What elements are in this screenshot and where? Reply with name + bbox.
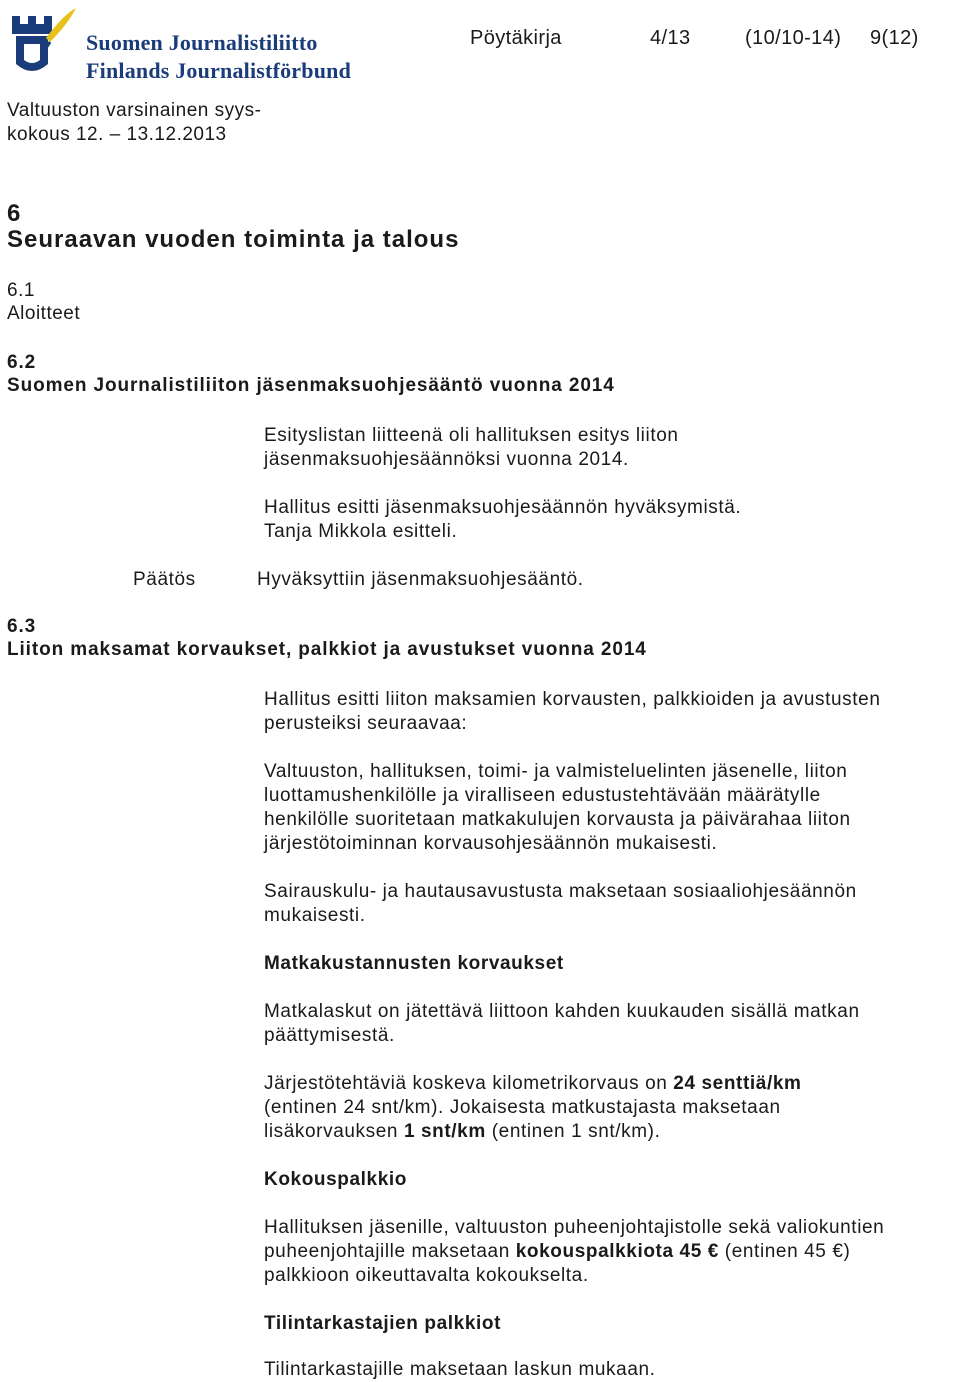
subsection-number: 6.1	[7, 280, 35, 301]
text-line: Esityslistan liitteenä oli hallituksen esitys liiton	[264, 425, 679, 446]
text-line: Hallituksen jäsenille, valtuuston puheenjohtajistolle sekä valiokuntien	[264, 1217, 885, 1238]
subheading: Matkakustannusten korvaukset	[264, 953, 564, 974]
text-line: järjestötoiminnan korvausohjesäännön mukaisesti.	[264, 833, 718, 854]
meeting-title-line: kokous 12. – 13.12.2013	[7, 124, 227, 145]
page-number: 9(12)	[870, 27, 919, 49]
subsection-number: 6.2	[7, 352, 37, 373]
subsection-title: Liiton maksamat korvaukset, palkkiot ja avustukset vuonna 2014	[7, 639, 647, 660]
text-line: Tanja Mikkola esitteli.	[264, 521, 458, 542]
subheading: Tilintarkastajien palkkiot	[264, 1313, 501, 1334]
text-line: Sairauskulu- ja hautausavustusta maksetaan sosiaaliohjesäännön	[264, 881, 857, 902]
decision-label: Päätös	[133, 569, 196, 590]
meeting-fee: kokouspalkkiota 45 €	[515, 1241, 719, 1262]
text-line: palkkioon oikeuttavalta kokoukselta.	[264, 1265, 589, 1286]
subsection-number: 6.3	[7, 616, 37, 637]
text-run: Järjestötehtäviä koskeva kilometrikorvaus on	[264, 1073, 674, 1094]
meeting-title-line: Valtuuston varsinainen syys-	[7, 100, 262, 121]
text-line: perusteiksi seuraavaa:	[264, 713, 468, 734]
doc-type: Pöytäkirja	[470, 27, 562, 49]
logo	[6, 4, 356, 84]
text-line: Hallitus esitti liiton maksamien korvausten, palkkioiden ja avustusten	[264, 689, 881, 710]
text-line	[264, 1120, 660, 1144]
text-run: (entinen 1 snt/km).	[485, 1121, 661, 1142]
union-emblem-icon	[6, 4, 78, 82]
paragraph: Tilintarkastajille maksetaan laskun mukaan.	[264, 1359, 656, 1380]
logo-name-swedish: Finlands Journalistförbund	[86, 58, 352, 83]
subsection-title: Aloitteet	[7, 303, 81, 324]
doc-number: 4/13	[650, 27, 691, 49]
section-number: 6	[7, 200, 22, 227]
km-rate: 24 senttiä/km	[673, 1073, 802, 1094]
text-line: luottamushenkilölle ja viralliseen edustustehtävään määrätylle	[264, 785, 821, 806]
text-line: Hallitus esitti jäsenmaksuohjesäännön hyväksymistä.	[264, 497, 742, 518]
text-line	[264, 1072, 802, 1096]
doc-ref: (10/10-14)	[745, 27, 842, 49]
text-line	[264, 1240, 850, 1264]
text-line: päättymisestä.	[264, 1025, 395, 1046]
logo-name-finnish: Suomen Journalistiliitto	[86, 30, 318, 55]
text-line: (entinen 24 snt/km). Jokaisesta matkustajasta maksetaan	[264, 1097, 781, 1118]
subheading: Kokouspalkkio	[264, 1169, 407, 1190]
extra-rate: 1 snt/km	[403, 1121, 486, 1142]
text-line: henkilölle suoritetaan matkakulujen korvausta ja päivärahaa liiton	[264, 809, 851, 830]
text-run: (entinen 45 €)	[718, 1241, 851, 1262]
text-line: Matkalaskut on jätettävä liittoon kahden kuukauden sisällä matkan	[264, 1001, 860, 1022]
decision-text: Hyväksyttiin jäsenmaksuohjesääntö.	[257, 569, 584, 590]
text-run: puheenjohtajille maksetaan	[264, 1241, 516, 1262]
text-line: mukaisesti.	[264, 905, 366, 926]
text-run: lisäkorvauksen	[264, 1121, 404, 1142]
text-line: jäsenmaksuohjesäännöksi vuonna 2014.	[264, 449, 629, 470]
subsection-title: Suomen Journalistiliiton jäsenmaksuohjesääntö vuonna 2014	[7, 375, 615, 396]
text-line: Valtuuston, hallituksen, toimi- ja valmisteluelinten jäsenelle, liiton	[264, 761, 848, 782]
section-title: Seuraavan vuoden toiminta ja talous	[7, 226, 460, 253]
